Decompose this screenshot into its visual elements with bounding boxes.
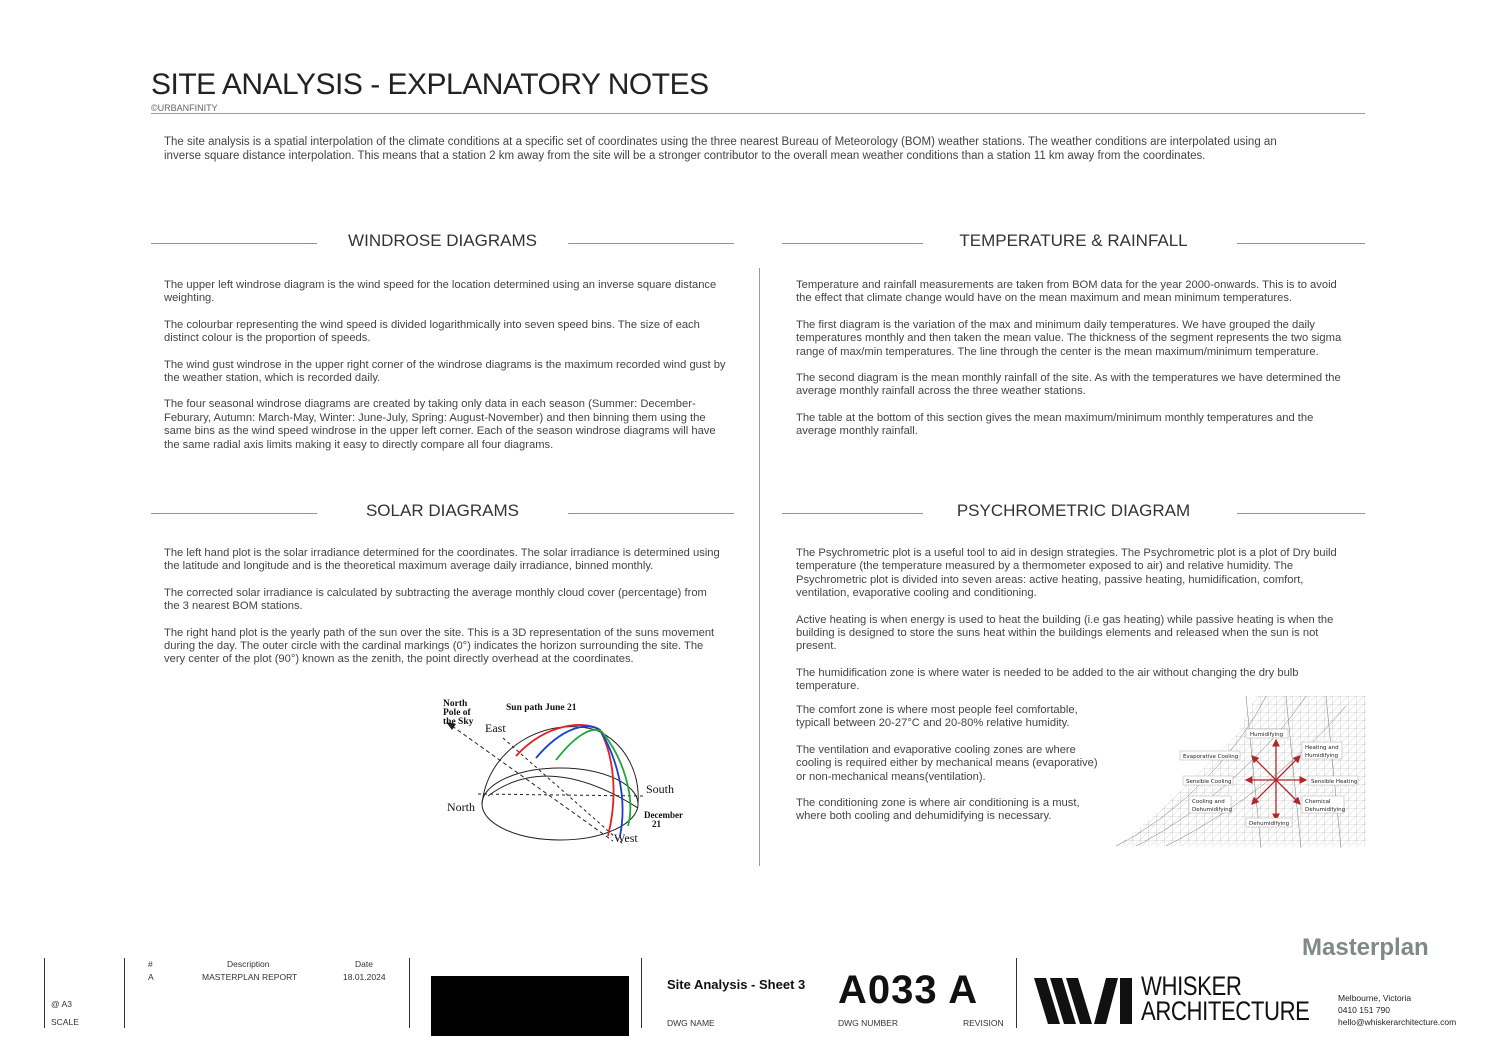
revision-label: REVISION xyxy=(963,1018,1004,1028)
intro-paragraph: The site analysis is a spatial interpolation of the climate conditions at a specific set of coordinates using the three nearest Bureau of Meteorology (BOM) weather stations. The weather conditions are interpolated using an inverse square distance interpolation. This means that a station 2 km away from the site will be a stronger contributor to the overall mean weather conditions than a station 11 km away from the coordinates. xyxy=(164,136,1277,162)
sensible-heating-label: Sensible Heating xyxy=(1311,779,1358,785)
heading-rule-right xyxy=(1237,513,1365,514)
north-label: North xyxy=(447,800,475,814)
revision-row-description: MASTERPLAN REPORT xyxy=(202,972,298,982)
north-pole-label: Pole of xyxy=(443,708,471,718)
firm-name xyxy=(1141,971,1310,1026)
solar-paragraph: The right hand plot is the yearly path of the sun over the site. This is a 3D representation of the suns movement during the day. The outer circle with the cardinal markings (0°) indicates the horizon surrounding the site. The very center of the plot (90°) known as the zenith, the point directly overhead at the coordinates. xyxy=(164,626,715,666)
psychrometric-text-narrow xyxy=(796,704,1106,837)
scale-value: @ A3 xyxy=(51,999,72,1009)
psychrometric-text xyxy=(796,547,1356,707)
dehumidifying-label: Dehumidifying xyxy=(1249,821,1290,827)
psychrometric-paragraph: The humidification zone is where water is needed to be added to the air without changing the dry bulb temperature. xyxy=(796,666,1299,693)
psychrometric-paragraph: The comfort zone is where most people feel comfortable, typicall between 20-27°C and 20-80% relative humidity. xyxy=(796,704,1078,730)
humidifying-label: Humidifying xyxy=(1250,732,1284,738)
cooling-dehumidifying-label: Dehumidifying xyxy=(1192,807,1233,813)
windrose-text xyxy=(164,279,729,465)
column-divider xyxy=(759,268,760,866)
temperature-paragraph: Temperature and rainfall measurements are taken from BOM data for the year 2000-onwards. This is to avoid the effect that climate change would have on the mean maximum and mean minimum temperatures. xyxy=(796,279,1337,305)
title-block-rule xyxy=(124,958,125,1028)
solar-heading-label: SOLAR DIAGRAMS xyxy=(365,501,520,520)
sensible-cooling-label: Sensible Cooling xyxy=(1186,779,1232,785)
windrose-paragraph: The upper left windrose diagram is the wind speed for the location determined using an inverse square distance weighting. xyxy=(164,279,717,305)
temperature-heading xyxy=(782,231,1365,255)
revision-row-number: A xyxy=(148,972,154,982)
page-title: SITE ANALYSIS - EXPLANATORY NOTES xyxy=(151,68,709,101)
contact-email[interactable]: hello@whiskerarchitecture.com xyxy=(1338,1017,1457,1027)
temperature-paragraph: The second diagram is the mean monthly rainfall of the site. As with the temperatures we have determined the average monthly rainfall across the three weather stations. xyxy=(796,372,1341,398)
whisker-logo-icon xyxy=(1034,976,1136,1026)
east-west-axis xyxy=(503,738,623,844)
temperature-paragraph: The table at the bottom of this section gives the mean maximum/minimum monthly temperatures and the average monthly rainfall. xyxy=(796,411,1314,438)
cooling-dehumidifying-label: Cooling and xyxy=(1192,799,1225,805)
title-block-rule xyxy=(409,958,410,1028)
sky-dome-meridian xyxy=(488,776,638,808)
windrose-heading xyxy=(151,231,734,255)
copyright-notice: ©URBANFINITY xyxy=(151,103,218,113)
chemical-dehumidifying-label: Chemical xyxy=(1305,799,1331,805)
title-block-rule xyxy=(1016,958,1017,1028)
contact-location: Melbourne, Victoria xyxy=(1338,993,1412,1003)
temperature-paragraph: The first diagram is the variation of the max and minimum daily temperatures. We have grouped the daily temperatures monthly and then taken the mean value. The thickness of the segment represents the two sigma range of max/min temperatures. The line through the center is the mean maximum/minimum temperature. xyxy=(796,318,1342,358)
heating-humidifying-label: Humidifying xyxy=(1305,753,1339,759)
drawing-number-label: DWG NUMBER xyxy=(838,1018,898,1028)
windrose-paragraph: The four seasonal windrose diagrams are created by taking only data in each season (Summer: December-Feburary, Autumn: March-May, Winter: June-July, Spring: August-November) and then binning them using the same bins as the wind speed windrose in the upper left corner. Each of the season windrose diagrams will have the same radial axis limits making it easy to directly compare all four diagrams. xyxy=(164,398,716,451)
psychrometric-heading xyxy=(782,501,1365,525)
scale-label: SCALE xyxy=(51,1017,79,1027)
psychrometric-diagram xyxy=(1116,696,1366,848)
revision-row-date: 18.01.2024 xyxy=(343,972,386,982)
redacted-block xyxy=(431,976,629,1036)
heating-humidifying-label: Heating and xyxy=(1305,745,1339,751)
psychrometric-heading-label: PSYCHROMETRIC DIAGRAM xyxy=(956,501,1191,520)
title-block-rule xyxy=(44,958,45,1028)
psychrometric-paragraph: Active heating is when energy is used to heat the building (i.e gas heating) while passive heating is when the building is designed to store the suns heat within the buildings elements and released when the sun is not present. xyxy=(796,613,1334,653)
drawing-name: Site Analysis - Sheet 3 xyxy=(667,977,806,992)
west-label: West xyxy=(614,831,638,845)
revision-header-date: Date xyxy=(355,959,373,969)
evaporative-cooling-label: Evaporative Cooling xyxy=(1183,754,1239,760)
north-south-axis xyxy=(478,794,643,796)
project-stage: Masterplan xyxy=(1302,934,1429,961)
title-divider xyxy=(151,113,1365,114)
solar-heading xyxy=(151,501,734,525)
drawing-name-label: DWG NAME xyxy=(667,1018,715,1028)
north-pole-label: the Sky xyxy=(443,717,474,727)
sun-path-diagram xyxy=(438,696,688,848)
sun-path-june-label: Sun path June 21 xyxy=(506,703,577,713)
firm-name-line: ARCHITECTURE xyxy=(1141,996,1310,1026)
east-label: East xyxy=(485,721,506,735)
temperature-heading-label: TEMPERATURE & RAINFALL xyxy=(959,231,1188,250)
firm-name-line: WHISKER xyxy=(1141,971,1242,1001)
drawing-number: A033 A xyxy=(838,968,979,1012)
title-block-rule xyxy=(641,958,642,1028)
revision-header-description: Description xyxy=(227,959,270,969)
sky-dome-outline xyxy=(482,727,638,804)
heading-rule-right xyxy=(1237,243,1365,244)
heading-rule-right xyxy=(568,513,734,514)
chemical-dehumidifying-label: Dehumidifying xyxy=(1305,807,1346,813)
psychrometric-paragraph: The conditioning zone is where air conditioning is a must, where both cooling and dehumidifying is necessary. xyxy=(796,797,1080,823)
december-label: December xyxy=(644,810,683,820)
solar-paragraph: The left hand plot is the solar irradiance determined for the coordinates. The solar irradiance is determined using the latitude and longitude and is the theoretical maximum average daily irradiance, binned monthly. xyxy=(164,547,720,573)
psychrometric-paragraph: The Psychrometric plot is a useful tool to aid in design strategies. The Psychrometric plot is a plot of Dry build temperature (the temperature measured by a thermometer exposed to air) and relative humidity. The Psychrometric plot is divided into seven areas: active heating, passive heating, humidification, comfort, ventilation, evaporative cooling and conditioning. xyxy=(796,547,1337,600)
windrose-paragraph: The wind gust windrose in the upper right corner of the windrose diagrams is the maximum recorded wind gust by the weather station, which is recorded daily. xyxy=(164,358,726,385)
windrose-heading-label: WINDROSE DIAGRAMS xyxy=(348,231,537,250)
solar-paragraph: The corrected solar irradiance is calculated by subtracting the average monthly cloud cover (percentage) from the 3 nearest BOM stations. xyxy=(164,586,707,613)
revision-header-number: # xyxy=(148,959,153,969)
horizon-ellipse xyxy=(482,768,638,840)
north-pole-label: North xyxy=(443,699,468,709)
heading-rule-right xyxy=(568,243,734,244)
temperature-text xyxy=(796,279,1351,452)
december-label: 21 xyxy=(652,819,661,829)
sun-path-june-arc xyxy=(516,725,614,836)
windrose-paragraph: The colourbar representing the wind speed is divided logarithmically into seven speed bins. The size of each distinct colour is the proportion of speeds. xyxy=(164,318,700,345)
solar-text xyxy=(164,547,724,680)
psychrometric-paragraph: The ventilation and evaporative cooling zones are where cooling is required either by mechanical means (evaporative) or non-mechanical means(ventilation). xyxy=(796,743,1098,783)
contact-phone: 0410 151 790 xyxy=(1338,1005,1390,1015)
south-label: South xyxy=(646,782,675,796)
